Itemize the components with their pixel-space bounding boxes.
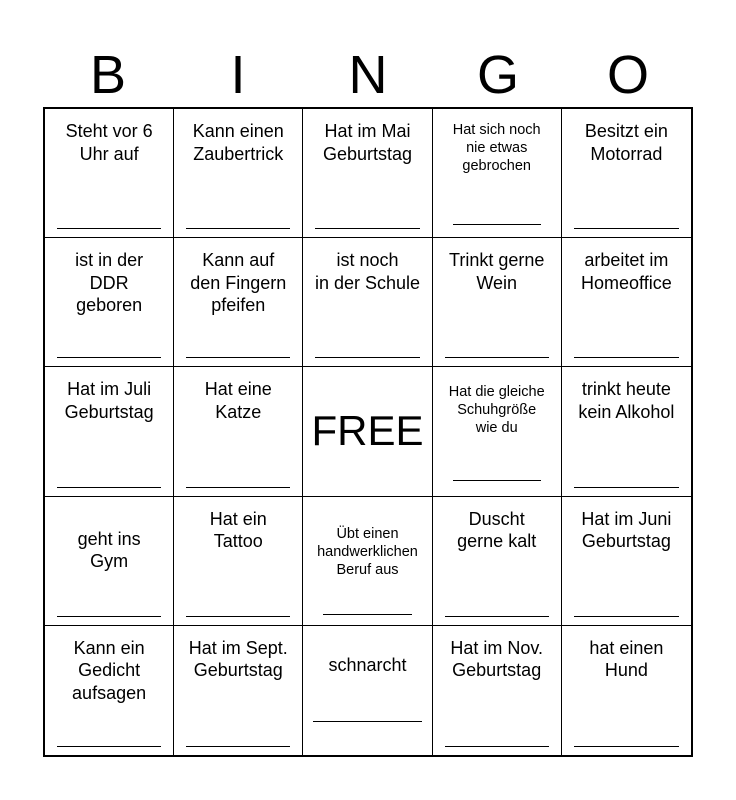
bingo-cell (174, 367, 303, 496)
free-label: FREE (311, 407, 424, 455)
bingo-cell (562, 367, 691, 496)
cell-text: Trinkt gerne Wein (449, 250, 545, 293)
title-letter-b: B (89, 45, 127, 105)
bingo-cell (433, 626, 562, 755)
cell-text: hat einen Hund (589, 637, 664, 681)
title-letter-i: I (230, 45, 246, 105)
cell-text: schnarcht (328, 654, 407, 675)
cell-text: Hat im Mai Geburtstag (322, 121, 413, 164)
bingo-cell (174, 238, 303, 367)
signature-line (574, 746, 679, 747)
title-letter-n: N (348, 45, 388, 105)
cell-text: ist noch in der Schule (314, 250, 421, 293)
cell-text: trinkt heute kein Alkohol (578, 379, 675, 422)
free-space (303, 367, 432, 496)
bingo-cell (45, 109, 174, 238)
cell-text: Kann ein Gedicht aufsagen (72, 637, 147, 703)
cell-text: Kann auf den Fingern pfeifen (190, 250, 287, 316)
signature-line (57, 228, 161, 229)
cell-text: Besitzt ein Motorrad (584, 121, 668, 164)
signature-line (445, 746, 549, 747)
signature-line (186, 228, 290, 229)
title-letter-o: O (606, 45, 649, 105)
cell-text: Hat sich noch nie etwas gebrochen (452, 122, 541, 174)
signature-line (445, 357, 549, 358)
signature-line (453, 480, 541, 481)
signature-line (57, 357, 161, 358)
cell-text: arbeitet im Homeoffice (581, 250, 672, 293)
bingo-cell (433, 367, 562, 496)
signature-line (57, 616, 161, 617)
signature-line (315, 228, 419, 229)
signature-line (186, 746, 290, 747)
signature-line (57, 487, 161, 488)
signature-line (186, 487, 290, 488)
bingo-cell (174, 626, 303, 755)
bingo-cell (174, 109, 303, 238)
bingo-grid (43, 107, 693, 757)
signature-line (574, 487, 679, 488)
cell-text: Kann einen Zaubertrick (192, 121, 284, 164)
signature-line (186, 357, 290, 358)
signature-line (57, 746, 161, 747)
bingo-cell (303, 109, 432, 238)
cell-text: ist in der DDR geboren (75, 250, 144, 316)
cell-text: Hat im Sept. Geburtstag (188, 637, 288, 681)
cell-text: geht ins Gym (77, 528, 141, 572)
bingo-cell (303, 497, 432, 626)
cell-text: Hat ein Tattoo (209, 508, 267, 552)
bingo-cell (45, 367, 174, 496)
cell-text: Hat im Juli Geburtstag (64, 379, 154, 422)
bingo-cell (433, 109, 562, 238)
cell-text: Steht vor 6 Uhr auf (65, 121, 153, 164)
signature-line (453, 224, 541, 225)
signature-line (313, 721, 421, 722)
signature-line (186, 616, 290, 617)
bingo-cell (303, 238, 432, 367)
bingo-cell (45, 626, 174, 755)
signature-line (445, 616, 549, 617)
bingo-cell (562, 497, 691, 626)
bingo-cell (174, 497, 303, 626)
bingo-cell (433, 497, 562, 626)
cell-text: Übt einen handwerklichen Beruf aus (317, 525, 418, 578)
bingo-cell (562, 238, 691, 367)
bingo-title (43, 42, 693, 108)
signature-line (315, 357, 419, 358)
cell-text: Hat im Nov. Geburtstag (450, 637, 544, 681)
bingo-cell (433, 238, 562, 367)
signature-line (323, 614, 411, 615)
cell-text: Hat im Juni Geburtstag (581, 508, 672, 552)
cell-text: Hat eine Katze (204, 379, 272, 422)
bingo-cell (45, 497, 174, 626)
bingo-cell (562, 626, 691, 755)
signature-line (574, 616, 679, 617)
bingo-cell (562, 109, 691, 238)
cell-text: Duscht gerne kalt (457, 508, 537, 552)
signature-line (574, 357, 679, 358)
cell-text: Hat die gleiche Schuhgröße wie du (448, 384, 545, 437)
signature-line (574, 228, 679, 229)
bingo-cell (45, 238, 174, 367)
bingo-cell (303, 626, 432, 755)
title-letter-g: G (476, 45, 519, 105)
